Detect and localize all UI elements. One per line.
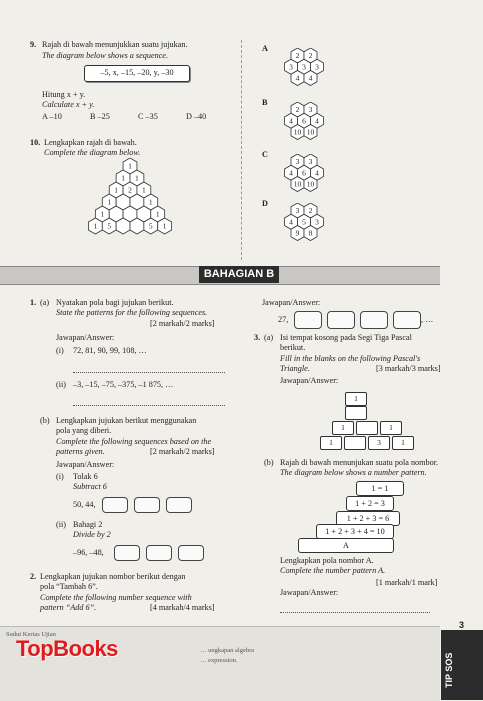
option-a-hex-value: 3 (302, 62, 306, 72)
option-a-hex-value: 2 (308, 51, 313, 60)
q9-sequence-box: –5, x, –15, –20, y, –30 (84, 65, 190, 82)
q10-hex-cell[interactable] (130, 218, 144, 234)
topbooks-logo: TopBooks (16, 636, 118, 661)
q10-hex-value: 1 (114, 185, 119, 195)
q10-hex-value: 1 (162, 221, 167, 231)
q2-seq-start: 27, (278, 315, 289, 324)
q10-hex-value: 1 (141, 185, 146, 195)
q1-i-sequence: 72, 81, 90, 99, 108, … (73, 346, 147, 355)
q10-hex-value: 5 (148, 221, 153, 231)
q1-i-label: (i) (56, 346, 64, 355)
option-b-hex-value: 2 (295, 105, 300, 114)
q1b-i-rule-ms: Tolak 6 (73, 472, 98, 481)
q1b-ii-rule-en: Divide by 2 (73, 530, 111, 539)
footer-note-2: … ungkapan algebra (200, 647, 255, 654)
option-c-hex-value: 4 (315, 168, 319, 178)
q3a-text-en-2: Triangle. (280, 364, 310, 373)
q1b-i-blank-1[interactable] (102, 497, 128, 513)
q10-hex-value: 2 (128, 185, 132, 195)
option-d-hex-value: 9 (295, 228, 300, 238)
q10-hex-value: 1 (93, 221, 98, 231)
q1b-marks: [2 markah/2 marks] (150, 447, 215, 456)
q2-seq-end: , … (421, 315, 434, 324)
q1-ii-label: (ii) (56, 380, 67, 389)
q10-hex-value: 1 (128, 161, 132, 171)
option-d-hex-value: 4 (289, 217, 293, 227)
q3b-label: (b) (264, 458, 274, 467)
q1-number: 1. (30, 298, 37, 307)
q2-text-ms-1: Lengkapkan jujukan nombor berikut dengan (40, 572, 186, 581)
q3b-marks: [1 markah/1 mark] (376, 578, 438, 587)
option-c-hex-value: 4 (289, 168, 293, 178)
q2-blank-4[interactable] (393, 311, 421, 329)
page-number: 3 (459, 620, 465, 630)
q1b-text-en-2: patterns given. (56, 447, 105, 456)
q9-option-a[interactable]: A –10 (42, 112, 62, 121)
q3a-label: (a) (264, 333, 274, 342)
q1-answer-label: Jawapan/Answer: (56, 333, 115, 342)
q2-text-en-2: pattern “Add 6”. (40, 603, 97, 612)
q10-hex-cell[interactable] (116, 218, 130, 234)
option-b-label[interactable]: B (262, 98, 268, 107)
option-c-hex-value: 6 (302, 168, 306, 178)
q2-text-en-1: Complete the following number sequence with (40, 593, 192, 602)
option-c-hex-value: 10 (293, 179, 302, 189)
side-tab-label: TIP SOS (444, 652, 454, 688)
q2-text-ms-2: pola “Tambah 6”. (40, 582, 98, 591)
q3b-answer-line[interactable] (280, 612, 430, 613)
pattern-row-2: 1 + 2 = 3 (346, 496, 394, 511)
q1b-ii-sequence: –96, –48, (73, 548, 104, 557)
q3a-marks: [3 markah/3 marks] (376, 364, 441, 373)
q1b-i-label: (i) (56, 472, 64, 481)
q10-hex-triangle (70, 158, 190, 242)
q3a-answer-label: Jawapan/Answer: (280, 376, 339, 385)
q1a-marks: [2 markah/2 marks] (150, 319, 215, 328)
option-a-hex-value: 4 (295, 73, 300, 83)
q3-number: 3. (254, 333, 261, 342)
q1b-ii-rule-ms: Bahagi 2 (73, 520, 103, 529)
q10-text-ms: Lengkapkan rajah di bawah. (44, 138, 137, 147)
column-divider (241, 40, 242, 260)
pascal-blank[interactable] (345, 406, 367, 420)
q1b-ii-blank-1[interactable] (114, 545, 140, 561)
q1a-text-ms: Nyatakan pola bagi jujukan berikut. (56, 298, 174, 307)
pascal-cell: 3 (368, 436, 390, 450)
q1b-text-ms-2: pola yang diberi. (56, 426, 112, 435)
option-b-hex-value: 3 (308, 105, 313, 114)
q1b-ii-blank-3[interactable] (178, 545, 204, 561)
q3a-text-ms-1: Isi tempat kosong pada Segi Tiga Pascal (280, 333, 412, 342)
q10-text-en: Complete the diagram below. (44, 148, 141, 157)
q1b-label: (b) (40, 416, 50, 425)
q1b-ii-blank-2[interactable] (146, 545, 172, 561)
section-title: BAHAGIAN B (199, 266, 279, 283)
q9-option-c[interactable]: C –35 (138, 112, 158, 121)
pattern-row-4: 1 + 2 + 3 + 4 = 10 (316, 524, 394, 539)
option-c-hex-value: 3 (295, 157, 300, 166)
q1-ii-answer-line[interactable] (73, 405, 225, 406)
q10-number: 10. (30, 138, 41, 147)
pascal-blank[interactable] (344, 436, 366, 450)
pattern-row-a[interactable]: A (298, 538, 394, 553)
option-b-hex-value: 10 (306, 127, 315, 137)
pascal-blank[interactable] (356, 421, 378, 435)
q2-number: 2. (30, 572, 37, 581)
option-d-hex-value: 5 (302, 217, 306, 227)
option-c-hex-value: 3 (308, 157, 313, 166)
option-b-hex-value: 4 (315, 116, 319, 126)
option-d-hex-value: 2 (308, 206, 313, 215)
pascal-cell: 1 (345, 392, 367, 406)
q1a-label: (a) (40, 298, 50, 307)
q10-hex-value: 1 (135, 173, 139, 183)
q3a-text-en-1: Fill in the blanks on the following Pascal's (280, 354, 421, 363)
q1b-i-sequence: 50, 44, (73, 500, 96, 509)
q9-number: 9. (30, 40, 37, 49)
pascal-cell: 1 (332, 421, 354, 435)
option-d-hex-value: 8 (308, 228, 313, 238)
option-a-diagram[interactable] (275, 48, 335, 90)
q2-marks: [4 markah/4 marks] (150, 603, 215, 612)
q1b-i-blank-3[interactable] (166, 497, 192, 513)
q9-text-ms: Rajah di bawah menunjukkan suatu jujukan. (42, 40, 188, 49)
q9-option-b[interactable]: B –25 (90, 112, 110, 121)
q2-answer-label: Jawapan/Answer: (262, 298, 321, 307)
q1b-text-en-1: Complete the following sequences based on the (56, 437, 212, 446)
q3b-answer-label: Jawapan/Answer: (280, 588, 339, 597)
q3b-text-ms-2: Lengkapkan pola nombor A. (280, 556, 374, 565)
footer-note-3: … expression. (200, 657, 238, 664)
q3b-text-en-2: Complete the number pattern A. (280, 566, 386, 575)
q1a-text-en: State the patterns for the following sequences. (56, 308, 208, 317)
q1b-ii-label: (ii) (56, 520, 67, 529)
q3b-text-en: The diagram below shows a number pattern. (280, 468, 427, 477)
q10-hex-value: 1 (148, 197, 153, 207)
option-d-hex-value: 3 (295, 206, 300, 215)
q1b-answer-label: Jawapan/Answer: (56, 460, 115, 469)
option-b-hex-value: 6 (302, 116, 306, 126)
pattern-row-3: 1 + 2 + 3 = 6 (336, 511, 400, 526)
option-a-hex-value: 3 (289, 62, 293, 72)
footer-note-1: Sudut Kertas Ujian (6, 631, 56, 638)
q10-hex-value: 1 (100, 209, 105, 219)
q1b-i-rule-en: Subtract 6 (73, 482, 107, 491)
option-a-hex-value: 3 (315, 62, 319, 72)
q2-blank-3[interactable] (360, 311, 388, 329)
pascal-cell: 1 (392, 436, 414, 450)
q10-hex-value: 1 (107, 197, 112, 207)
q9-option-d[interactable]: D –40 (186, 112, 207, 121)
pattern-row-1: 1 = 1 (356, 481, 404, 496)
q10-hex-value: 1 (121, 173, 125, 183)
q1b-text-ms-1: Lengkapkan jujukan berikut menggunakan (56, 416, 197, 425)
option-a-hex-value: 2 (295, 51, 300, 60)
pascal-cell: 1 (380, 421, 402, 435)
q2-blank-1[interactable] (294, 311, 322, 329)
q3b-text-ms: Rajah di bawah menunjukan suatu pola nombor. (280, 458, 439, 467)
option-b-diagram[interactable] (275, 102, 335, 144)
q1b-i-blank-2[interactable] (134, 497, 160, 513)
option-c-diagram[interactable] (275, 154, 335, 196)
option-a-label[interactable]: A (262, 44, 268, 53)
option-b-hex-value: 10 (293, 127, 302, 137)
q10-hex-value: 1 (155, 209, 160, 219)
q3a-text-ms-2: berikut. (280, 343, 306, 352)
option-c-label[interactable]: C (262, 150, 268, 159)
q9-text-en: The diagram below shows a sequence. (42, 51, 168, 60)
q1-i-answer-line[interactable] (73, 372, 225, 373)
q1-ii-sequence: –3, –15, –75, –375, –1 875, … (73, 380, 174, 389)
option-d-label[interactable]: D (262, 199, 268, 208)
pascal-cell: 1 (320, 436, 342, 450)
option-c-hex-value: 10 (306, 179, 315, 189)
option-b-hex-value: 4 (289, 116, 293, 126)
q10-hex-value: 5 (107, 221, 112, 231)
option-d-hex-value: 3 (315, 217, 319, 227)
option-d-diagram[interactable] (275, 203, 335, 245)
option-a-hex-value: 4 (308, 73, 313, 83)
q2-blank-2[interactable] (327, 311, 355, 329)
q9-calc-ms: Hitung x + y. (42, 90, 86, 99)
q9-calc-en: Calculate x + y. (42, 100, 95, 109)
